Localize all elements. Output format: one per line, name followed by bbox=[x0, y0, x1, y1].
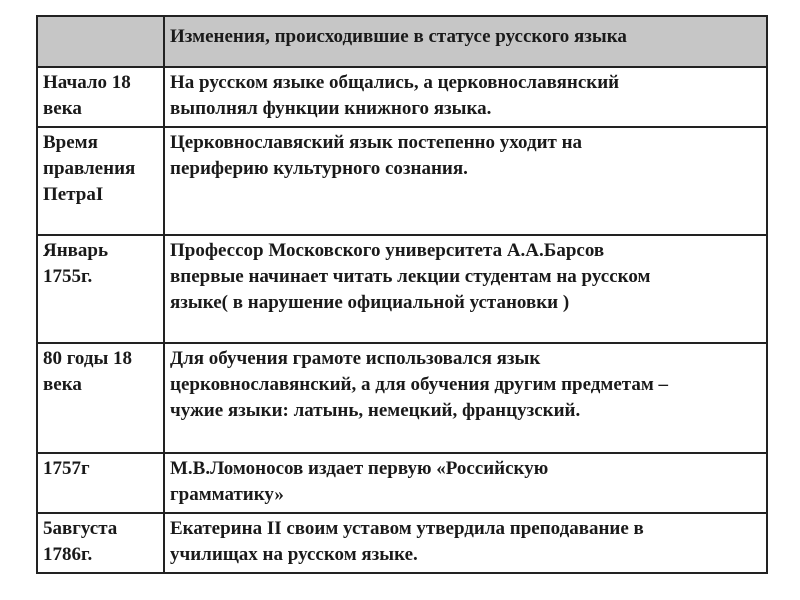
date-cell: Начало 18 века bbox=[37, 67, 164, 127]
event-cell: Екатерина II своим уставом утвердила преподавание в училищах на русском языке. bbox=[164, 513, 767, 573]
table-row bbox=[37, 67, 767, 127]
history-table bbox=[36, 15, 768, 574]
header-corner-cell bbox=[37, 16, 164, 67]
event-cell: На русском языке общались, а церковнославянский выполнял функции книжного языка. bbox=[164, 67, 767, 127]
date-cell: Январь 1755г. bbox=[37, 235, 164, 343]
table-header-row bbox=[37, 16, 767, 67]
date-cell: 5августа 1786г. bbox=[37, 513, 164, 573]
date-cell: 80 годы 18 века bbox=[37, 343, 164, 453]
date-cell: Время правления ПетраI bbox=[37, 127, 164, 235]
table-row bbox=[37, 453, 767, 513]
event-cell: Церковнославяский язык постепенно уходит на периферию культурного сознания. bbox=[164, 127, 767, 235]
event-cell: Профессор Московского университета А.А.Барсов впервые начинает читать лекции студентам на русском языке( в нарушение официальной установки ) bbox=[164, 235, 767, 343]
date-cell: 1757г bbox=[37, 453, 164, 513]
event-cell: Для обучения грамоте использовался язык церковнославянский, а для обучения другим предметам – чужие языки: латынь, немецкий, французский. bbox=[164, 343, 767, 453]
header-title-cell: Изменения, происходившие в статусе русского языка bbox=[164, 16, 767, 67]
event-cell: М.В.Ломоносов издает первую «Российскую грамматику» bbox=[164, 453, 767, 513]
table-row bbox=[37, 513, 767, 573]
table-row bbox=[37, 343, 767, 453]
table-row bbox=[37, 127, 767, 235]
table-row bbox=[37, 235, 767, 343]
